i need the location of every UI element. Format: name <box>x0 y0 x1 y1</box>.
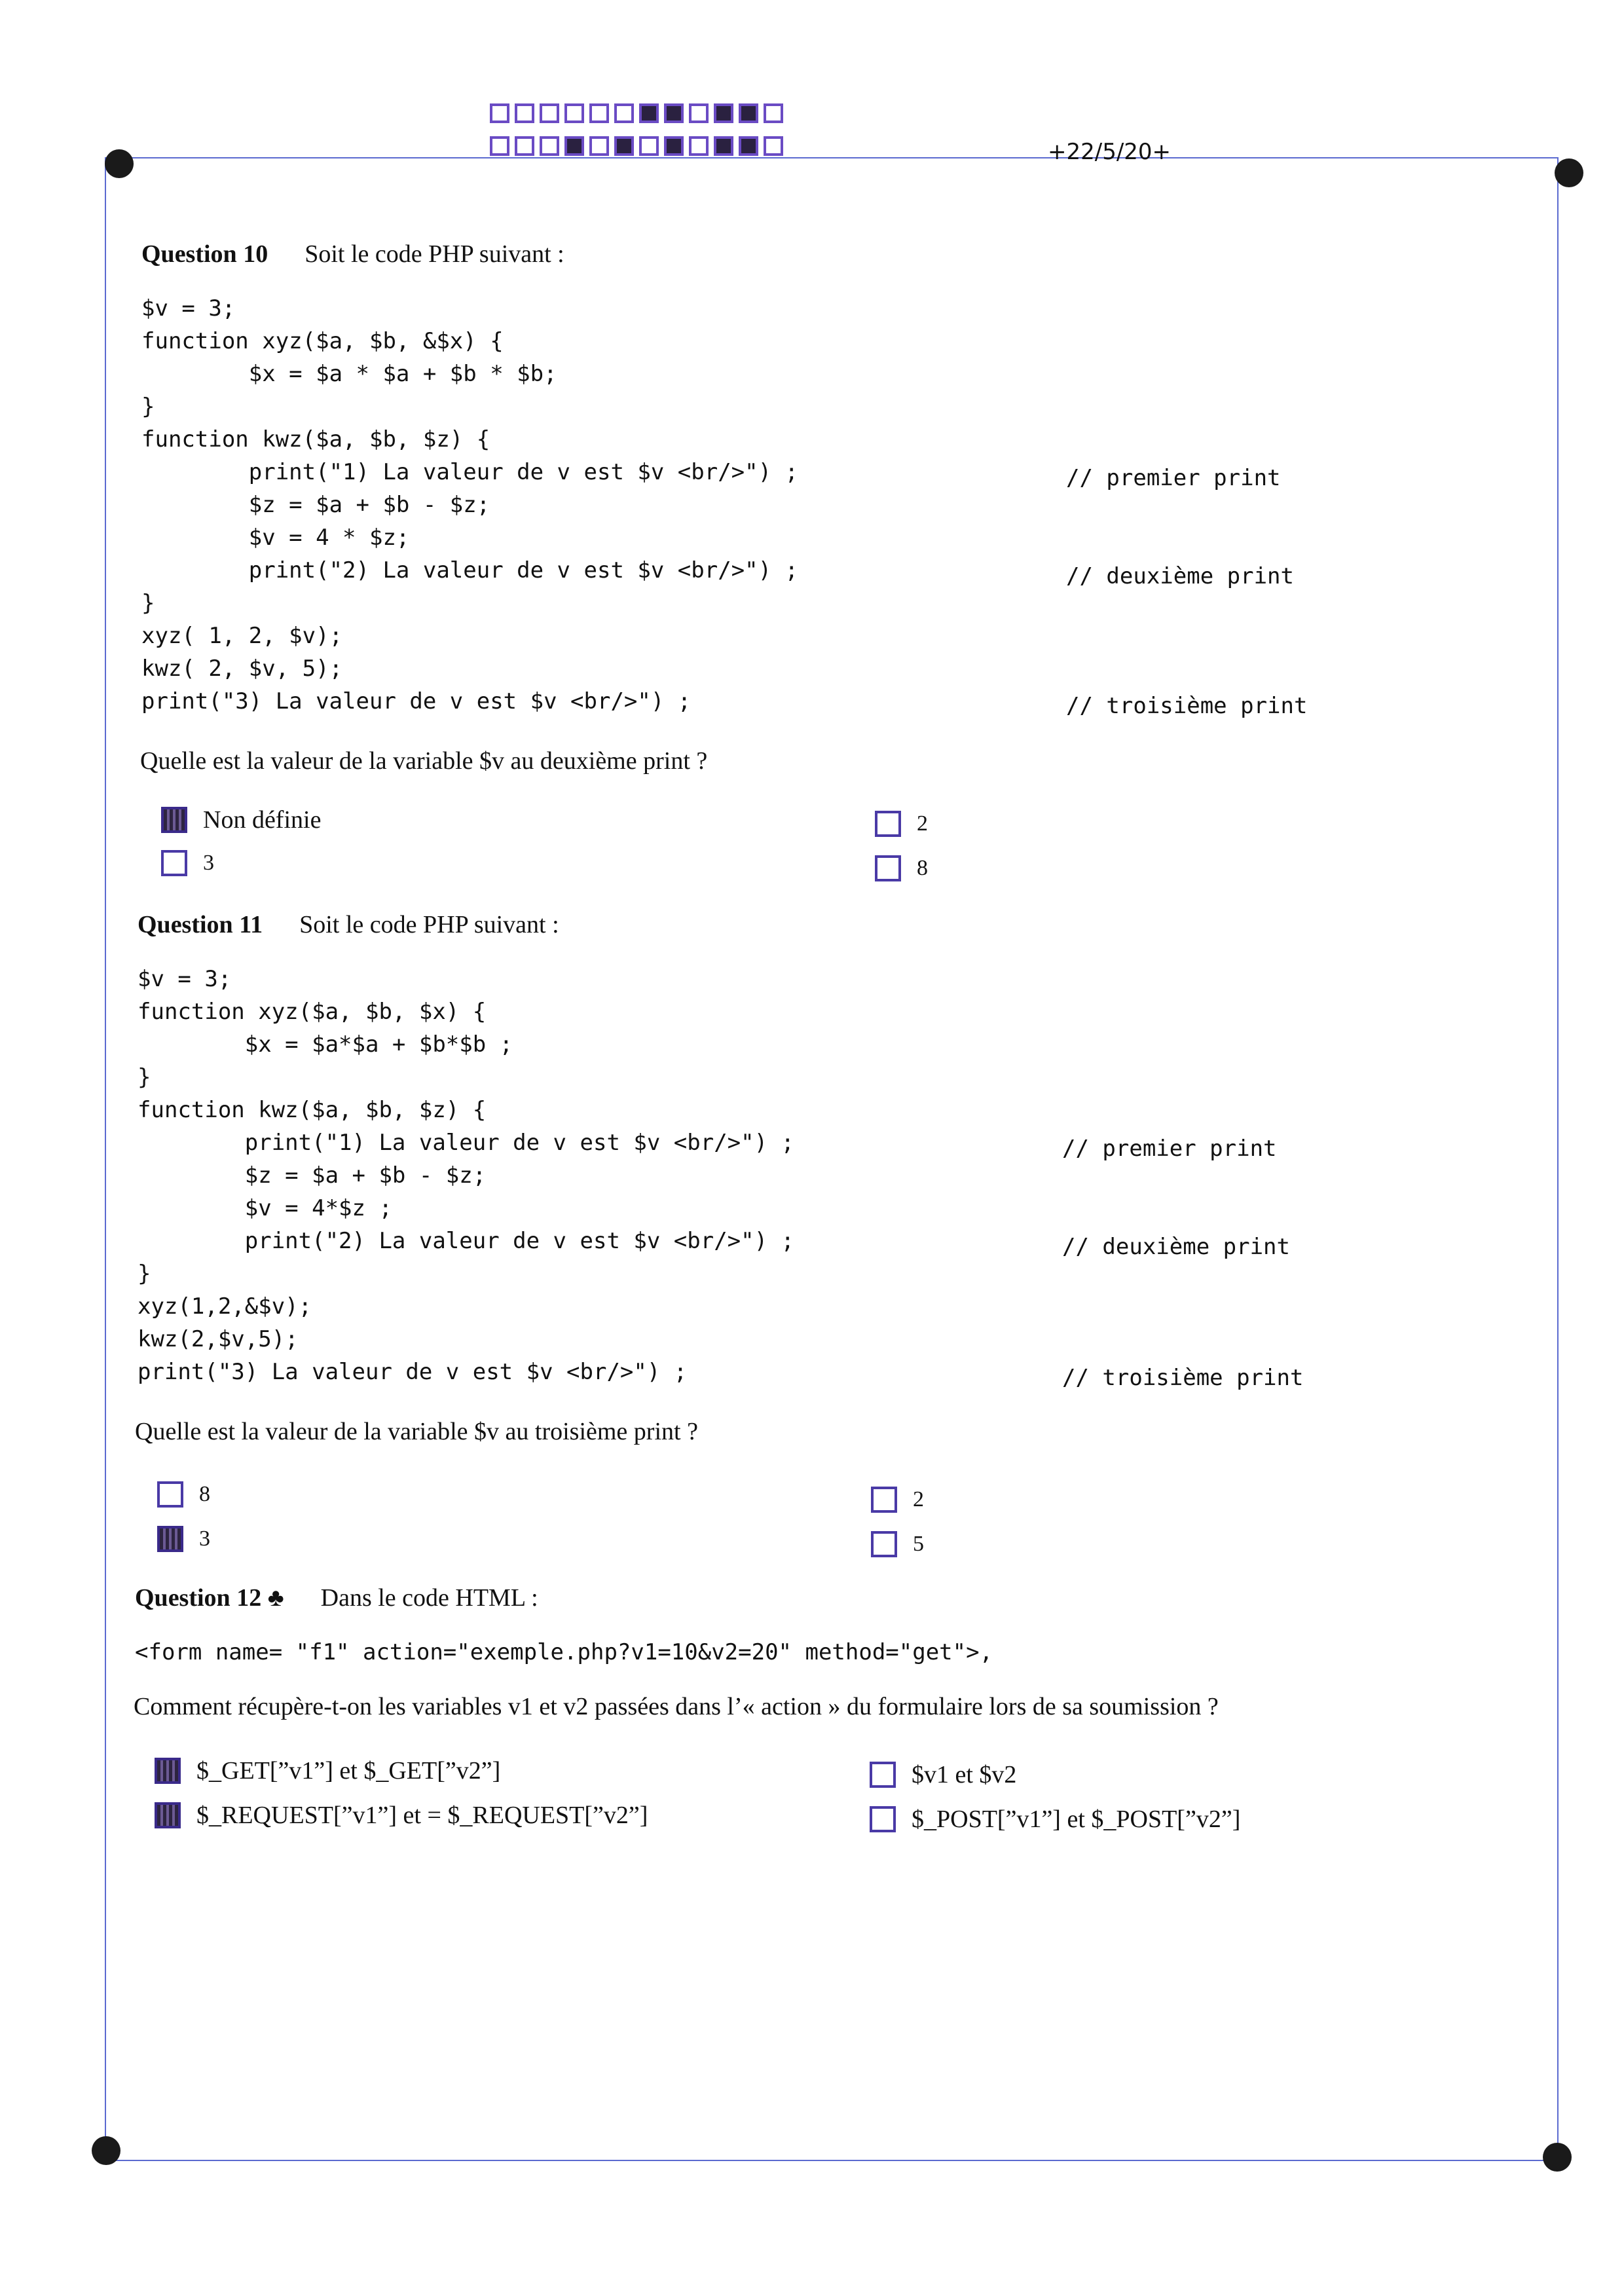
question-11-label: Question 11 <box>138 911 263 938</box>
id-code-cell <box>764 103 783 123</box>
q10-checkbox-1[interactable] <box>161 807 187 833</box>
id-code-cell <box>490 136 509 156</box>
question-10-header <box>141 240 564 268</box>
question-12-header <box>135 1583 538 1612</box>
q12-checkbox-2[interactable] <box>155 1802 181 1828</box>
id-code-cell <box>564 103 584 123</box>
question-10-intro: Soit le code PHP suivant : <box>304 240 564 268</box>
q11-option-8[interactable] <box>157 1481 210 1508</box>
question-10-label: Question 10 <box>141 240 268 268</box>
id-code-cell <box>689 136 709 156</box>
q11-checkbox-1[interactable] <box>157 1481 183 1508</box>
question-10-comment-2: // deuxième print <box>1066 563 1294 589</box>
q10-option-label-1: Non définie <box>203 806 322 834</box>
question-10-comment-3: // troisième print <box>1066 693 1308 719</box>
q11-option-label-4: 5 <box>913 1532 924 1556</box>
question-12-label: Question 12 ♣ <box>135 1584 284 1612</box>
id-code-cell <box>714 136 733 156</box>
id-code-cell <box>689 103 709 123</box>
id-code-row-bottom <box>490 136 788 156</box>
q12-option-post[interactable] <box>870 1805 1240 1834</box>
corner-mark-bottom-right <box>1543 2143 1572 2172</box>
id-code-cell <box>639 103 659 123</box>
id-code-cell <box>764 136 783 156</box>
question-10-prompt: Quelle est la valeur de la variable $v au deuxième print ? <box>140 747 708 775</box>
id-code-cell <box>739 103 758 123</box>
question-11-comment-3: // troisième print <box>1062 1365 1304 1391</box>
q10-option-label-2: 3 <box>203 851 214 875</box>
q10-option-3[interactable] <box>161 850 214 876</box>
corner-mark-top-right <box>1555 158 1583 187</box>
id-code-cell <box>664 136 684 156</box>
question-11-prompt: Quelle est la valeur de la variable $v au troisième print ? <box>135 1418 698 1445</box>
id-code-cell <box>515 136 534 156</box>
q10-checkbox-4[interactable] <box>875 855 901 881</box>
q11-checkbox-2[interactable] <box>157 1526 183 1552</box>
q11-option-label-3: 2 <box>913 1487 924 1511</box>
q12-option-vars[interactable] <box>870 1760 1016 1789</box>
q10-option-label-4: 8 <box>917 856 928 880</box>
id-code-cell <box>564 136 584 156</box>
q12-option-get[interactable] <box>155 1756 500 1785</box>
q11-checkbox-3[interactable] <box>871 1487 897 1513</box>
id-code-row-top <box>490 103 788 123</box>
id-code-cell <box>589 136 609 156</box>
q12-option-label-1: $_GET[”v1”] et $_GET[”v2”] <box>196 1757 501 1785</box>
q12-option-request[interactable] <box>155 1801 648 1830</box>
id-code-cell <box>540 136 559 156</box>
page-id: +22/5/20+ <box>1048 139 1172 165</box>
corner-mark-bottom-left <box>92 2136 120 2165</box>
q10-option-2[interactable] <box>875 811 928 837</box>
q12-checkbox-1[interactable] <box>155 1758 181 1784</box>
question-11-header <box>138 910 559 939</box>
id-code-cell <box>490 103 509 123</box>
id-code-cell <box>589 103 609 123</box>
q10-option-8[interactable] <box>875 855 928 881</box>
q11-option-3[interactable] <box>157 1526 210 1552</box>
q11-checkbox-4[interactable] <box>871 1531 897 1557</box>
q12-checkbox-3[interactable] <box>870 1762 896 1788</box>
id-code-cell <box>614 103 634 123</box>
question-12-intro: Dans le code HTML : <box>320 1584 538 1612</box>
q10-checkbox-2[interactable] <box>161 850 187 876</box>
q10-option-non-definie[interactable] <box>161 805 321 834</box>
question-11-comment-1: // premier print <box>1062 1136 1277 1162</box>
q10-option-label-3: 2 <box>917 811 928 836</box>
id-code-cell <box>639 136 659 156</box>
question-11-comment-2: // deuxième print <box>1062 1234 1290 1260</box>
id-code-cell <box>714 103 733 123</box>
question-11-code: $v = 3; function xyz($a, $b, $x) { $x = $a*$a + $b*$b ; } function kwz($a, $b, $z) { print("1) La valeur de v est $v <br/>") ; $z = $a + $b - $z; $v = 4*$z ; print("2) La valeur de v est $v <br/>") ; } xyz(1,2,&$v); kwz(2,$v,5); print("3) La valeur de v est $v <br/>") ; <box>138 966 795 1385</box>
q11-option-label-2: 3 <box>199 1527 210 1551</box>
id-code-cell <box>614 136 634 156</box>
id-code-cell <box>664 103 684 123</box>
corner-mark-top-left <box>105 149 134 178</box>
question-10-comment-1: // premier print <box>1066 465 1281 491</box>
q11-option-label-1: 8 <box>199 1482 210 1506</box>
q12-option-label-4: $_POST[”v1”] et $_POST[”v2”] <box>912 1805 1241 1833</box>
question-11-intro: Soit le code PHP suivant : <box>299 911 559 938</box>
id-code-cell <box>515 103 534 123</box>
q12-option-label-3: $v1 et $v2 <box>912 1761 1017 1788</box>
id-code-cell <box>540 103 559 123</box>
q12-option-label-2: $_REQUEST[”v1”] et = $_REQUEST[”v2”] <box>196 1802 648 1829</box>
q10-checkbox-3[interactable] <box>875 811 901 837</box>
q11-option-5[interactable] <box>871 1531 924 1557</box>
question-12-code: <form name= "f1" action="exemple.php?v1=10&v2=20" method="get">, <box>135 1639 993 1665</box>
question-10-code: $v = 3; function xyz($a, $b, &$x) { $x = $a * $a + $b * $b; } function kwz($a, $b, $z) { print("1) La valeur de v est $v <br/>") ; $z = $a + $b - $z; $v = 4 * $z; print("2) La valeur de v est $v <br/>") ; } xyz( 1, 2, $v); kwz( 2, $v, 5); print("3) La valeur de v est $v <br/>") ; <box>141 295 799 714</box>
q11-option-2[interactable] <box>871 1487 924 1513</box>
q12-checkbox-4[interactable] <box>870 1806 896 1832</box>
id-code-cell <box>739 136 758 156</box>
question-12-prompt: Comment récupère-t-on les variables v1 et v2 passées dans l’« action » du formulaire lors de sa soumission ? <box>134 1693 1219 1720</box>
